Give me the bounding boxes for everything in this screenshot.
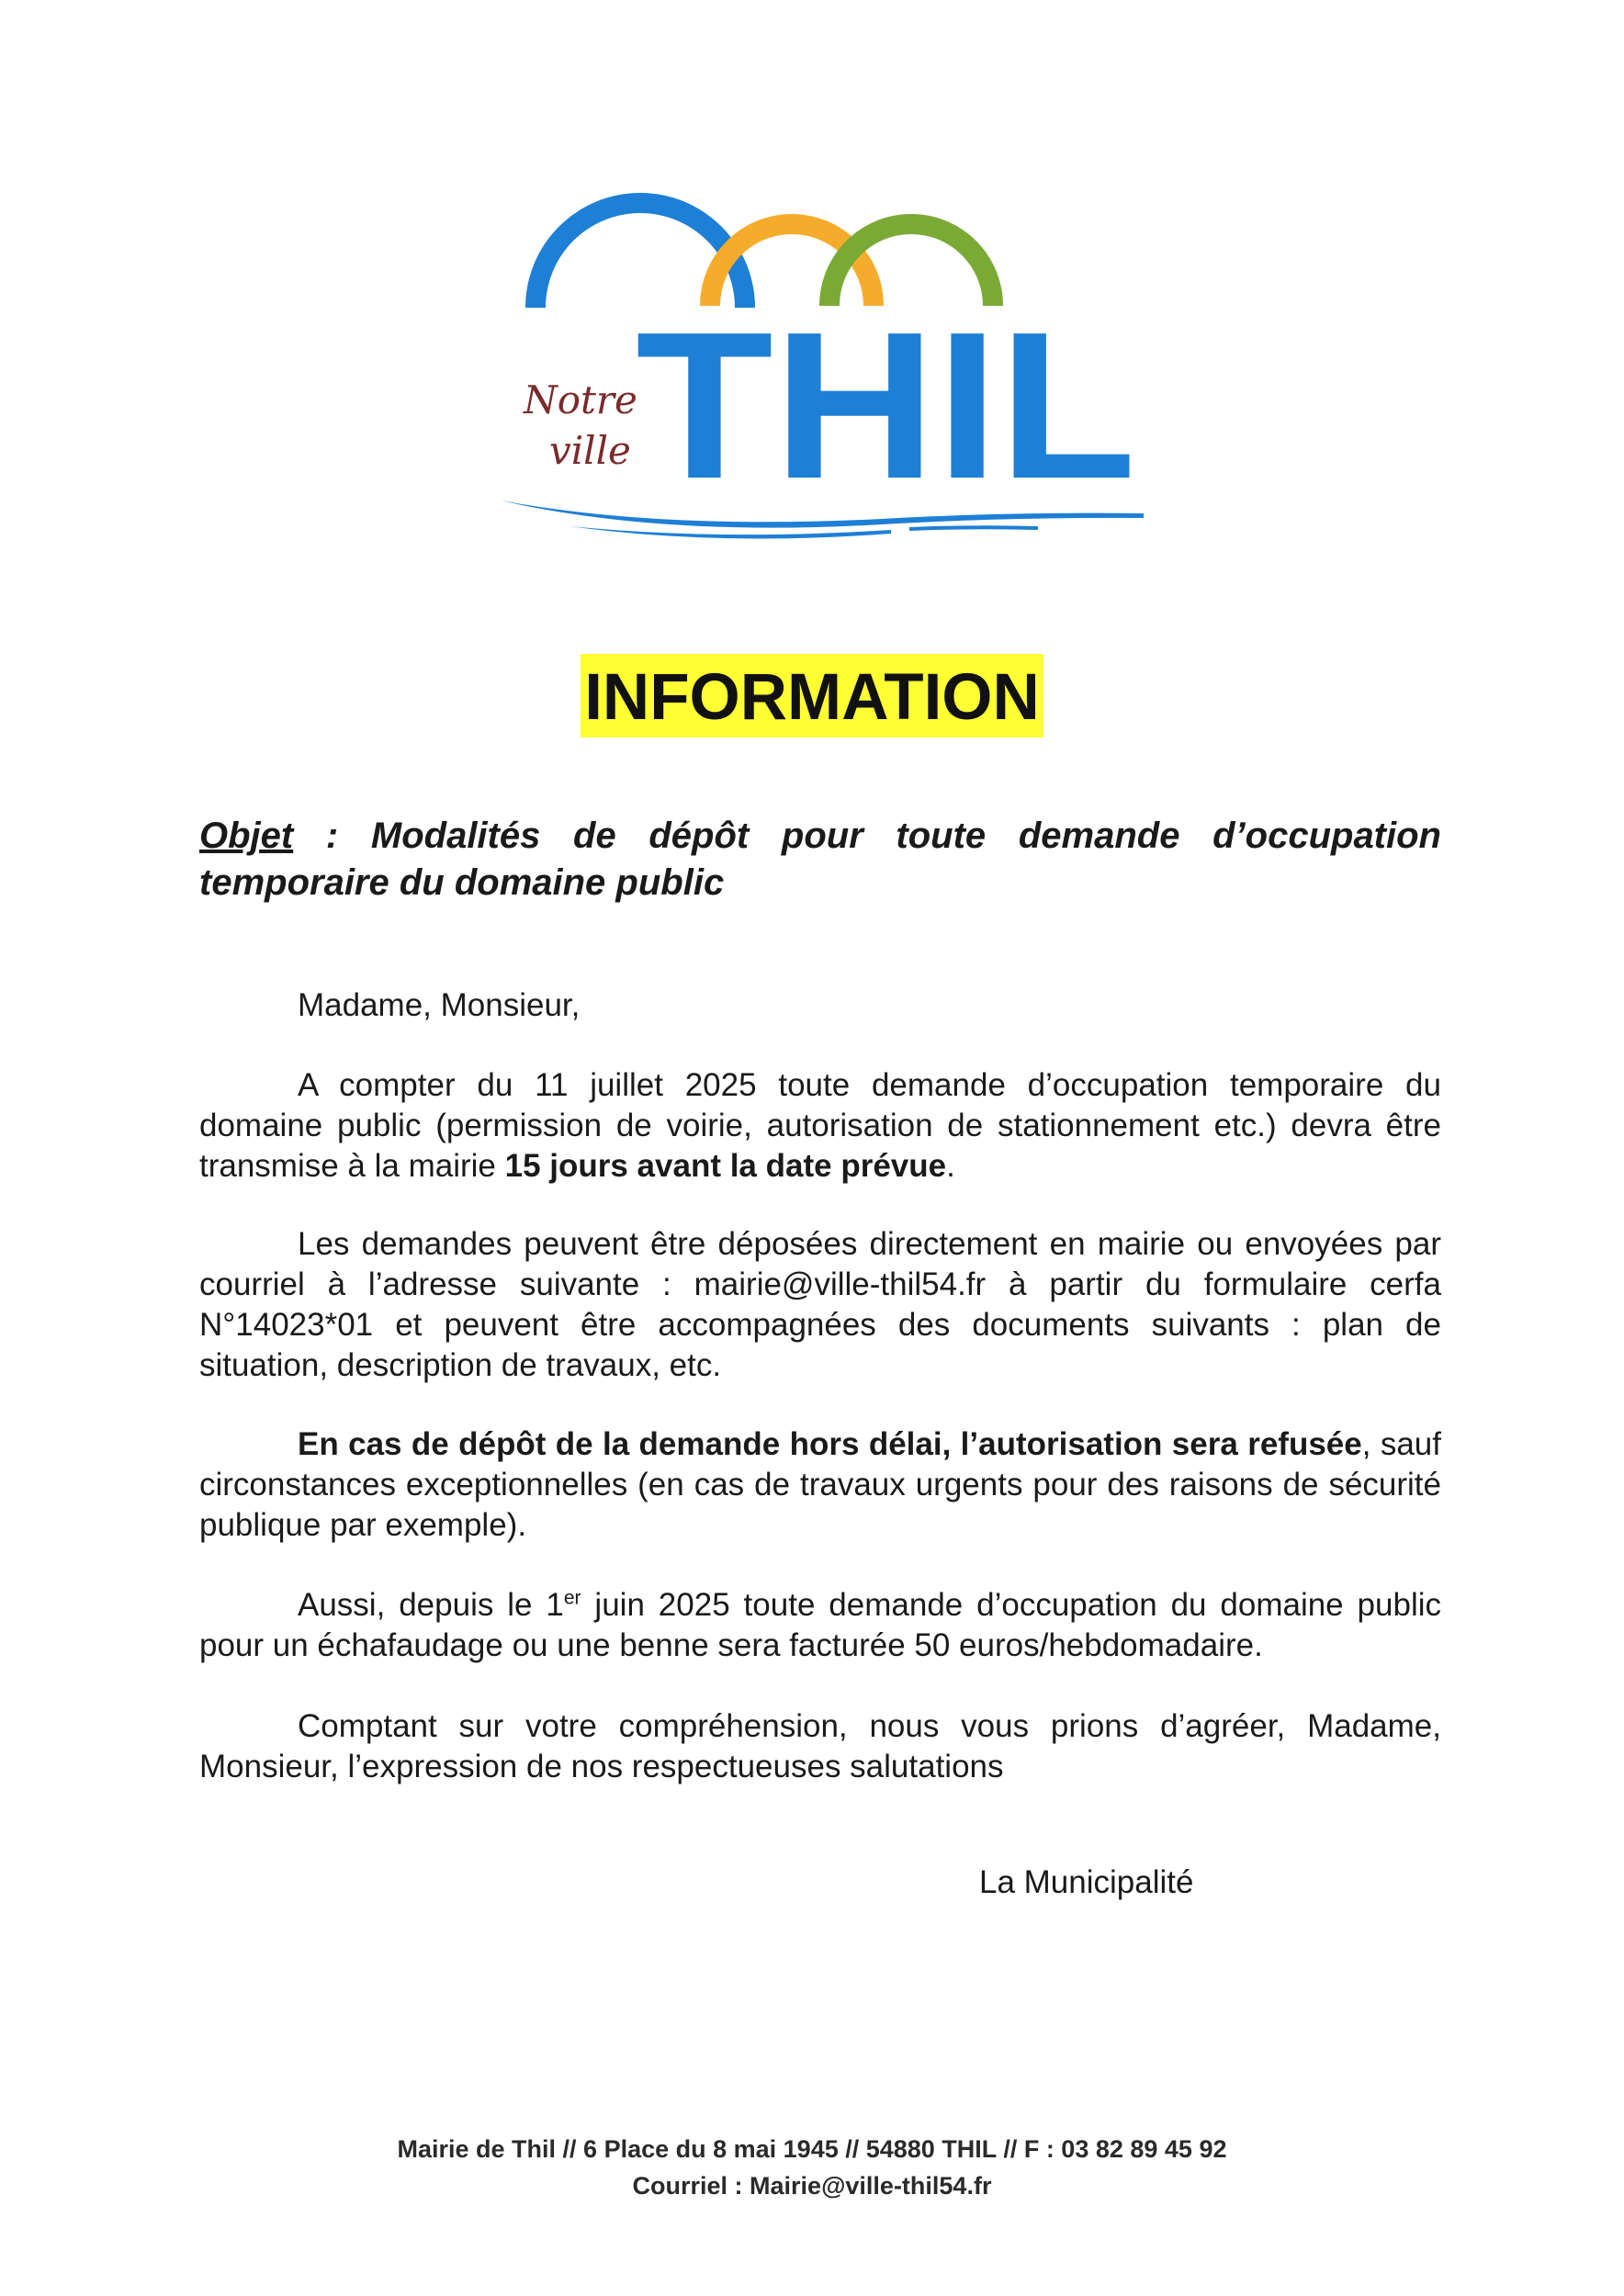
logo-wave-2 <box>570 526 891 538</box>
paragraph-deadline-bold: 15 jours avant la date prévue <box>504 1148 947 1184</box>
signature: La Municipalité <box>979 1864 1194 1900</box>
footer-email: Courriel : Mairie@ville-thil54.fr <box>632 2172 992 2200</box>
subject-line <box>199 813 1441 906</box>
subject-label: Objet <box>199 816 294 856</box>
paragraph-closing: Comptant sur votre compréhension, nous vous prions d’agréer, Madame, Monsieur, l’expression de nos respectueuses salutations <box>199 1708 1441 1784</box>
salutation: Madame, Monsieur, <box>298 987 581 1023</box>
paragraph-deadline <box>199 1065 1441 1187</box>
thil-logo <box>496 188 1157 565</box>
information-banner <box>0 654 1624 737</box>
banner-title: INFORMATION <box>581 654 1043 737</box>
footer-address: Mairie de Thil // 6 Place du 8 mai 1945 // 54880 THIL // F : 03 82 89 45 92 <box>397 2135 1227 2163</box>
paragraph-deadline-text: A compter du 11 juillet 2025 toute demande d’occupation temporaire du domaine public (permission de voirie, autorisation de stationnement etc.) devra être transmise à la mairie <box>199 1067 1441 1184</box>
paragraph-late-refusal-text: , sauf circonstances exceptionnelles (en cas de travaux urgents pour des raisons de sécurité publique par exemple). <box>199 1426 1441 1543</box>
thil-logo-image <box>496 188 1157 565</box>
subject-separator: : <box>293 816 339 856</box>
subject-text: Modalités de dépôt pour toute demande d’occupation temporaire du domaine public <box>199 816 1441 903</box>
logo-script-notre: Notre <box>524 377 637 422</box>
logo-wave-3 <box>909 525 1038 531</box>
paragraph-fee-start: Aussi, depuis le 1 <box>298 1587 564 1623</box>
paragraph-fee-end: juin 2025 toute demande d’occupation du domaine public pour un échafaudage ou une benne sera facturée 50 euros/hebdomadaire. <box>199 1587 1441 1663</box>
paragraph-fee <box>199 1585 1441 1666</box>
paragraph-late-refusal <box>199 1424 1441 1546</box>
paragraph-deadline-end: . <box>946 1148 955 1184</box>
logo-brand-text: THIL <box>636 289 1136 523</box>
paragraph-fee-superscript: er <box>563 1587 581 1609</box>
footer <box>0 2131 1624 2204</box>
paragraph-submission: Les demandes peuvent être déposées directement en mairie ou envoyées par courriel à l’adresse suivante : mairie@ville-thil54.fr à partir du formulaire cerfa N°14023*01 et peuvent être accompagnées des documents suivants : plan de situation, description de travaux, etc. <box>199 1226 1441 1383</box>
paragraph-late-refusal-bold: En cas de dépôt de la demande hors délai, l’autorisation sera refusée <box>298 1426 1362 1462</box>
logo-script-ville: ville <box>549 428 631 473</box>
